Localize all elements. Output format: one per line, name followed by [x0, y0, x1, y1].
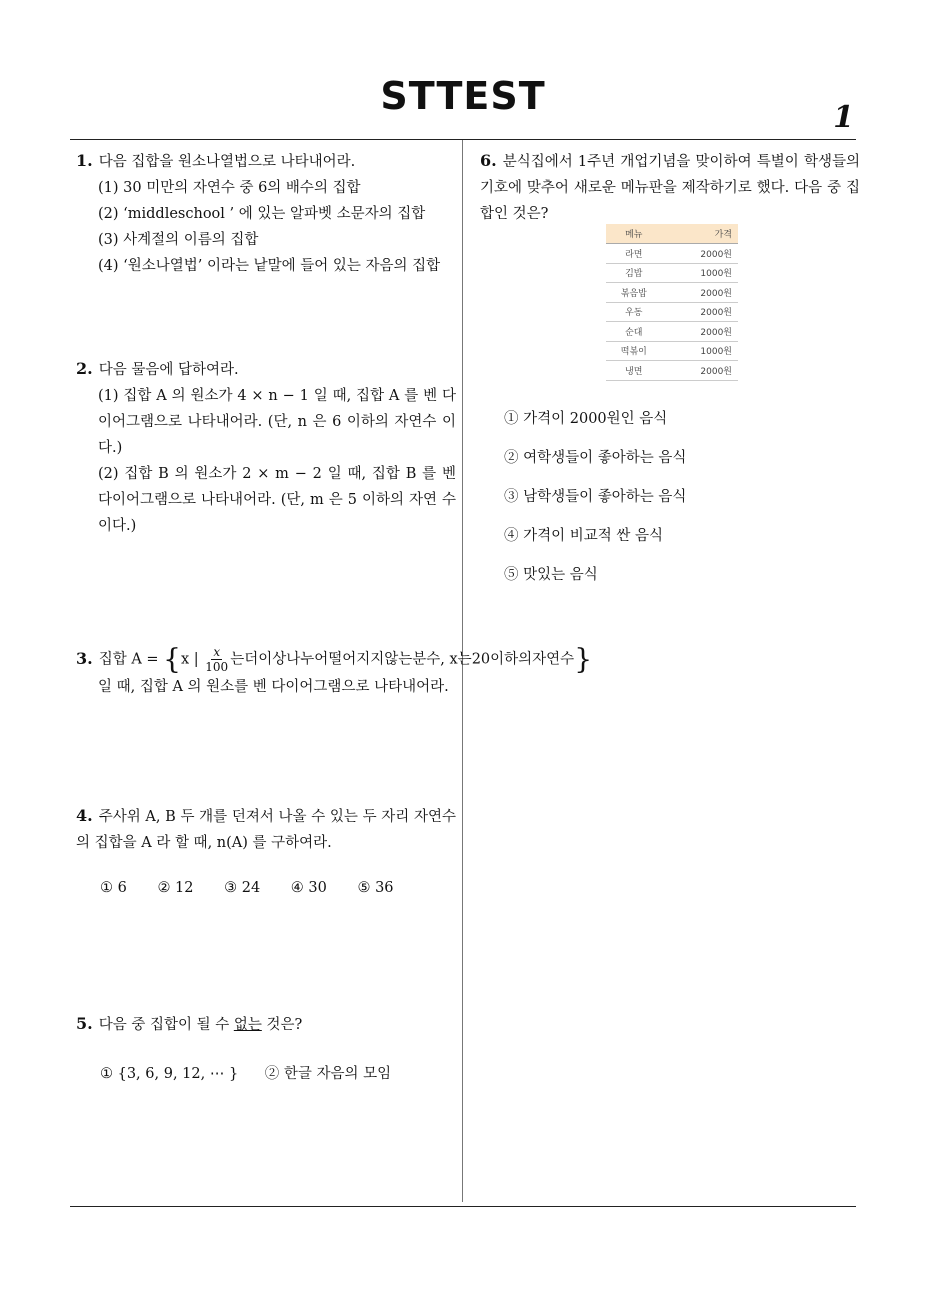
question-5-options [100, 1062, 413, 1083]
answer-option[interactable]: ④ 가격이 비교적 싼 음식 [504, 528, 663, 544]
table-header: 메뉴 [606, 224, 662, 244]
question-6 [480, 148, 860, 227]
table-row [606, 322, 738, 342]
left-brace: { [163, 642, 181, 676]
sub-item: (1) 30 미만의 자연수 중 6의 배수의 집합 [98, 180, 361, 196]
emphasis-underline: 없는 [233, 1017, 262, 1033]
question-5 [76, 1011, 456, 1038]
table-row [606, 263, 738, 283]
table-row [606, 283, 738, 303]
menu-item: 볶음밥 [606, 283, 662, 303]
answer-option[interactable]: ④ 30 [290, 880, 327, 896]
sub-item: (2) 집합 B 의 원소가 2 × m − 2 일 때, 집합 B 를 벤 다이어그램으로 나타내어라. (단, m 은 5 이하의 자연 수이다.) [98, 466, 456, 534]
question-number: 5. [76, 1014, 93, 1033]
answer-option[interactable]: ① 가격이 2000원인 음식 [504, 411, 668, 427]
bottom-rule [70, 1206, 856, 1207]
sub-item: (2) ‘middleschool ’ 에 있는 알파벳 소문자의 집합 [98, 206, 426, 222]
question-text: 주사위 A, B 두 개를 던져서 나올 수 있는 두 자리 자연수의 집합을 A 라 할 때, n(A) 를 구하여라. [76, 809, 456, 851]
set-condition: 는더이상나누어떨어지지않는분수, x는20이하의자연수 [230, 651, 575, 668]
right-brace: } [574, 642, 593, 676]
menu-price: 2000원 [662, 361, 738, 381]
table-row [606, 244, 738, 264]
menu-item: 순대 [606, 322, 662, 342]
menu-item: 김밥 [606, 263, 662, 283]
table-row [606, 302, 738, 322]
set-prefix: 집합 A = [98, 651, 159, 668]
menu-price: 1000원 [662, 263, 738, 283]
question-text: 일 때, 집합 A 의 원소를 벤 다이어그램으로 나타내어라. [98, 679, 449, 695]
sub-item: (4) ‘원소나열법’ 이라는 낱말에 들어 있는 자음의 집합 [98, 258, 441, 274]
answer-option[interactable]: ② 한글 자음의 모임 [264, 1066, 392, 1082]
menu-table [606, 224, 738, 381]
question-6-options [504, 400, 686, 595]
question-text-end: 것은? [266, 1017, 303, 1033]
sub-item: (3) 사계절의 이름의 집합 [98, 232, 259, 248]
question-number: 6. [480, 151, 497, 170]
answer-option[interactable]: ② 12 [157, 880, 194, 896]
table-header: 가격 [662, 224, 738, 244]
answer-option[interactable]: ⑤ 맛있는 음식 [504, 567, 598, 583]
menu-price: 2000원 [662, 322, 738, 342]
question-number: 4. [76, 806, 93, 825]
menu-price: 2000원 [662, 302, 738, 322]
menu-item: 라면 [606, 244, 662, 264]
menu-price: 2000원 [662, 283, 738, 303]
question-4 [76, 803, 456, 856]
question-3 [76, 642, 606, 700]
question-number: 3. [76, 648, 93, 668]
table-row [606, 361, 738, 381]
question-text: 다음 물음에 답하여라. [98, 362, 239, 378]
question-2 [76, 356, 456, 539]
page-title: STTEST [380, 74, 546, 118]
menu-item: 우동 [606, 302, 662, 322]
fraction-numerator: x [213, 645, 221, 659]
fraction-denominator: 100 [205, 660, 229, 674]
answer-option[interactable]: ② 여학생들이 좋아하는 음식 [504, 450, 687, 466]
sub-item: (1) 집합 A 의 원소가 4 × n − 1 일 때, 집합 A 를 벤 다이어그램으로 나타내어라. (단, n 은 6 이하의 자연수 이다.) [98, 388, 456, 456]
answer-option[interactable]: ③ 24 [224, 880, 261, 896]
menu-price: 2000원 [662, 244, 738, 264]
menu-item: 떡볶이 [606, 341, 662, 361]
question-text: 다음 집합을 원소나열법으로 나타내어라. [98, 154, 356, 170]
menu-price: 1000원 [662, 341, 738, 361]
answer-option[interactable]: ③ 남학생들이 좋아하는 음식 [504, 489, 687, 505]
page-number: 1 [833, 100, 854, 135]
question-text: 다음 중 집합이 될 수 [98, 1017, 230, 1033]
question-4-options [100, 880, 420, 896]
question-text: 분식집에서 1주년 개업기념을 맞이하여 특별이 학생들의 기호에 맞추어 새로운 메뉴판을 제작하기로 했다. 다음 중 집합인 것은? [480, 154, 860, 222]
set-variable: x | [181, 651, 199, 668]
answer-option[interactable]: ① 6 [100, 880, 127, 896]
question-1 [76, 148, 456, 279]
fraction [205, 645, 228, 674]
top-rule [70, 139, 856, 140]
answer-option[interactable]: ⑤ 36 [357, 880, 394, 896]
question-number: 1. [76, 151, 93, 170]
menu-item: 냉면 [606, 361, 662, 381]
question-number: 2. [76, 359, 93, 378]
table-row [606, 341, 738, 361]
answer-option[interactable]: ① {3, 6, 9, 12, ⋯ } [100, 1066, 239, 1082]
